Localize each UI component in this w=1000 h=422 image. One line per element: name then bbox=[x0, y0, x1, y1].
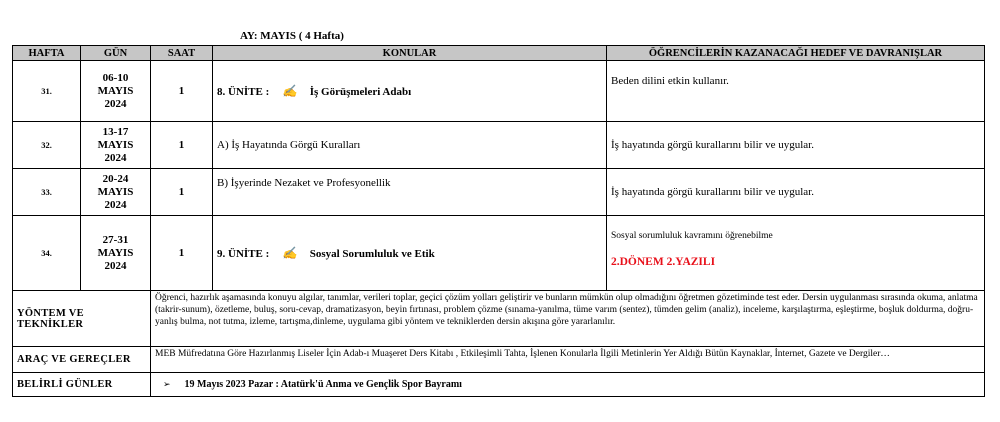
topic-title: İş Görüşmeleri Adabı bbox=[309, 85, 412, 98]
unit-label: 8. ÜNİTE : bbox=[217, 85, 270, 98]
header-row bbox=[13, 46, 985, 61]
day-range: 13-17 bbox=[102, 125, 129, 138]
tools-text: MEB Müfredatına Göre Hazırlanmış Liseler İçin Adab-ı Muaşeret Ders Kitabı , Etkileşimli Tahta, İşlenen Konularla İlgili Metinlerin Yer Aldığı Bütün Kaynaklar, İnternet, Gazete ve Dergiler… bbox=[151, 347, 985, 373]
goal-cell bbox=[607, 122, 985, 169]
month-title: AY: MAYIS ( 4 Hafta) bbox=[240, 30, 344, 42]
weekly-plan-table bbox=[12, 45, 985, 397]
header-goals: ÖĞRENCİLERİN KAZANACAĞI HEDEF VE DAVRANIŞLAR bbox=[607, 46, 985, 61]
day-year: 2024 bbox=[104, 97, 127, 110]
methods-text: Öğrenci, hazırlık aşamasında konuyu algılar, tanımlar, verileri toplar, geçici çözüm yolları geliştirir ve bunların mümkün olup olmadığını öğretmen gözetiminde test eder. Dersin uygulanması sırasında okuma, anlatma (takrir-sunum), özetleme, buluş, soru-cevap, dramatizasyon, beyin fırtınası, problem çözme (sınama-yanılma, tüme varım (sentez), tümden gelim (analiz), inceleme, karşılaştırma, eşleştirme, boşluk doldurma, doğru-yanlış bulma, not tutma, izleme, tartışma,dinleme, uygulama gibi yöntem ve tekniklerden dersin akışına göre yararlanılır. bbox=[151, 291, 985, 347]
topic-cell bbox=[213, 61, 607, 122]
header-hour: SAAT bbox=[151, 46, 213, 61]
week-days bbox=[81, 61, 151, 122]
goal-cell bbox=[607, 61, 985, 122]
topic-title: A) İş Hayatında Görgü Kuralları bbox=[217, 139, 361, 151]
week-number: 32. bbox=[13, 122, 81, 169]
week-days bbox=[81, 122, 151, 169]
book-icon: ✍ bbox=[282, 83, 297, 98]
table-row bbox=[13, 169, 985, 216]
day-month: MAYIS bbox=[97, 246, 134, 259]
day-month: MAYIS bbox=[97, 84, 134, 97]
hours: 1 bbox=[151, 61, 213, 122]
week-number: 34. bbox=[13, 216, 81, 291]
day-year: 2024 bbox=[104, 198, 127, 211]
hours: 1 bbox=[151, 122, 213, 169]
table-row bbox=[13, 61, 985, 122]
special-days-row bbox=[13, 373, 985, 397]
table-row bbox=[13, 216, 985, 291]
goal-text: İş hayatında görgü kurallarını bilir ve uygular. bbox=[611, 139, 814, 151]
day-range: 06-10 bbox=[102, 71, 129, 84]
special-days-cell bbox=[151, 373, 985, 397]
topic-title: Sosyal Sorumluluk ve Etik bbox=[309, 247, 435, 260]
tools-row bbox=[13, 347, 985, 373]
week-number: 31. bbox=[13, 61, 81, 122]
topic-cell bbox=[213, 122, 607, 169]
tools-label: ARAÇ VE GEREÇLER bbox=[13, 347, 151, 373]
goal-text: Sosyal sorumluluk kavramını öğrenebilme bbox=[611, 231, 773, 241]
week-days bbox=[81, 169, 151, 216]
goal-cell bbox=[607, 169, 985, 216]
goal-cell bbox=[607, 216, 985, 291]
goal-text: İş hayatında görgü kurallarını bilir ve uygular. bbox=[611, 186, 814, 198]
topic-cell bbox=[213, 216, 607, 291]
topic-cell bbox=[213, 169, 607, 216]
arrow-bullet-icon: ➢ bbox=[163, 379, 171, 389]
table-row bbox=[13, 122, 985, 169]
hours: 1 bbox=[151, 169, 213, 216]
header-week: HAFTA bbox=[13, 46, 81, 61]
week-days bbox=[81, 216, 151, 291]
day-range: 27-31 bbox=[102, 233, 129, 246]
day-year: 2024 bbox=[104, 259, 127, 272]
methods-row bbox=[13, 291, 985, 347]
methods-label: YÖNTEM VE TEKNİKLER bbox=[13, 291, 151, 347]
hours: 1 bbox=[151, 216, 213, 291]
book-icon: ✍ bbox=[282, 245, 297, 260]
header-topics: KONULAR bbox=[213, 46, 607, 61]
special-days-label: BELİRLİ GÜNLER bbox=[13, 373, 151, 397]
day-month: MAYIS bbox=[97, 138, 134, 151]
day-range: 20-24 bbox=[102, 172, 129, 185]
special-day-text: 19 Mayıs 2023 Pazar : Atatürk'ü Anma ve Gençlik Spor Bayramı bbox=[184, 379, 462, 390]
header-day: GÜN bbox=[81, 46, 151, 61]
unit-label: 9. ÜNİTE : bbox=[217, 247, 270, 260]
topic-title: B) İşyerinde Nezaket ve Profesyonellik bbox=[217, 177, 391, 189]
day-year: 2024 bbox=[104, 151, 127, 164]
week-number: 33. bbox=[13, 169, 81, 216]
goal-text: Beden dilini etkin kullanır. bbox=[611, 75, 729, 87]
day-month: MAYIS bbox=[97, 185, 134, 198]
exam-notice: 2.DÖNEM 2.YAZILI bbox=[611, 256, 716, 268]
